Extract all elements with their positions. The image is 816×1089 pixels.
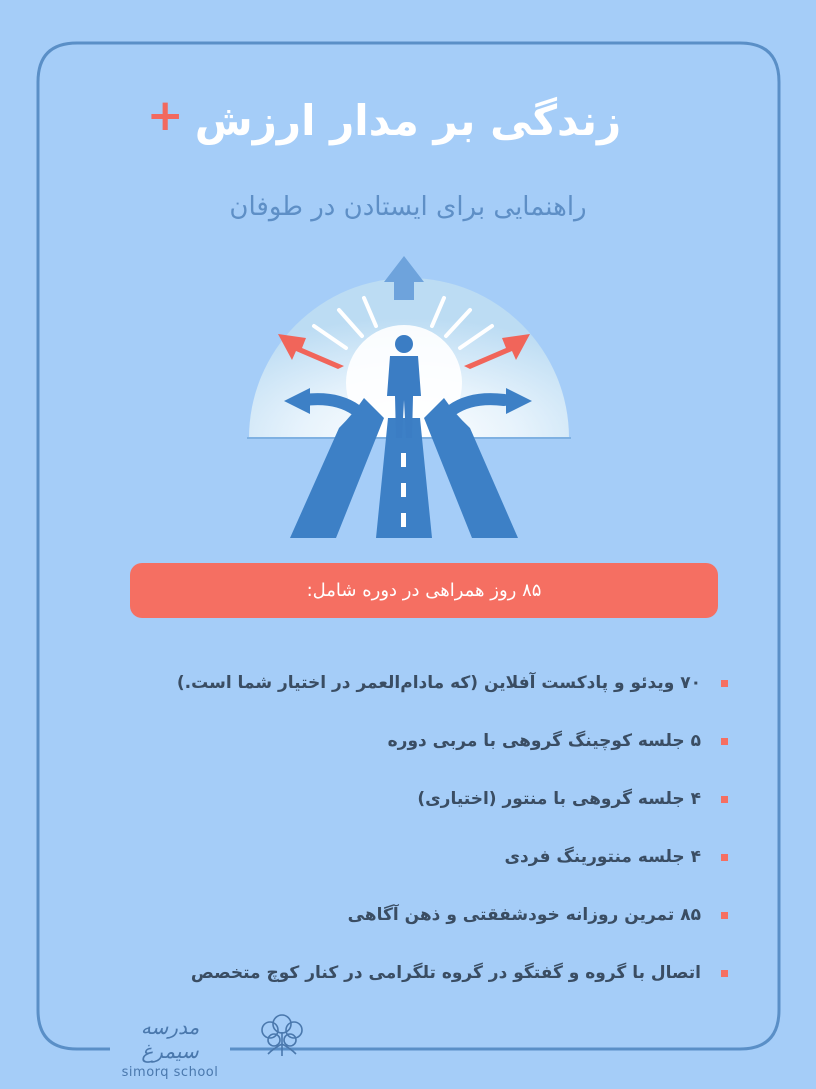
duration-banner [130, 563, 718, 618]
crossroads-person-icon [244, 248, 574, 543]
page-title [146, 90, 622, 145]
feature-text: ۴ جلسه گروهی با منتور (اختیاری) [417, 789, 701, 809]
feature-text: ۸۵ تمرین روزانه خودشفقتی و ذهن آگاهی [347, 905, 701, 925]
banner-text: ۸۵ روز همراهی در دوره شامل: [306, 580, 542, 601]
feature-text: ۴ جلسه منتورینگ فردی [504, 847, 701, 867]
bullet-icon [721, 738, 728, 745]
title-area [0, 90, 816, 145]
list-item [88, 944, 728, 1002]
bullet-icon [721, 970, 728, 977]
feature-text: ۵ جلسه کوچینگ گروهی با مربی دوره [387, 731, 701, 751]
list-item [88, 828, 728, 886]
bullet-icon [721, 680, 728, 687]
logo-script: مدرسه سیمرغ [140, 1015, 200, 1063]
lane-marks [401, 453, 406, 527]
list-item [88, 712, 728, 770]
bullet-icon [721, 854, 728, 861]
bullet-icon [721, 912, 728, 919]
list-item [88, 770, 728, 828]
feature-text: اتصال با گروه و گفتگو در گروه تلگرامی در کنار کوچ متخصص [190, 963, 701, 983]
list-item [88, 886, 728, 944]
list-item [88, 654, 728, 712]
title-text: زندگی بر مدار ارزش [194, 96, 622, 145]
logo-latin: simorq school [121, 1065, 219, 1080]
tree-logo-icon [252, 1010, 312, 1060]
feature-text: ۷۰ ویدئو و پادکست آفلاین (که مادام‌العمر در اختیار شما است.) [176, 673, 701, 693]
feature-list [88, 654, 728, 1002]
page-subtitle: راهنمایی برای ایستادن در طوفان [229, 192, 587, 222]
bullet-icon [721, 796, 728, 803]
plus-icon: + [146, 90, 185, 141]
school-logo [115, 1015, 225, 1080]
